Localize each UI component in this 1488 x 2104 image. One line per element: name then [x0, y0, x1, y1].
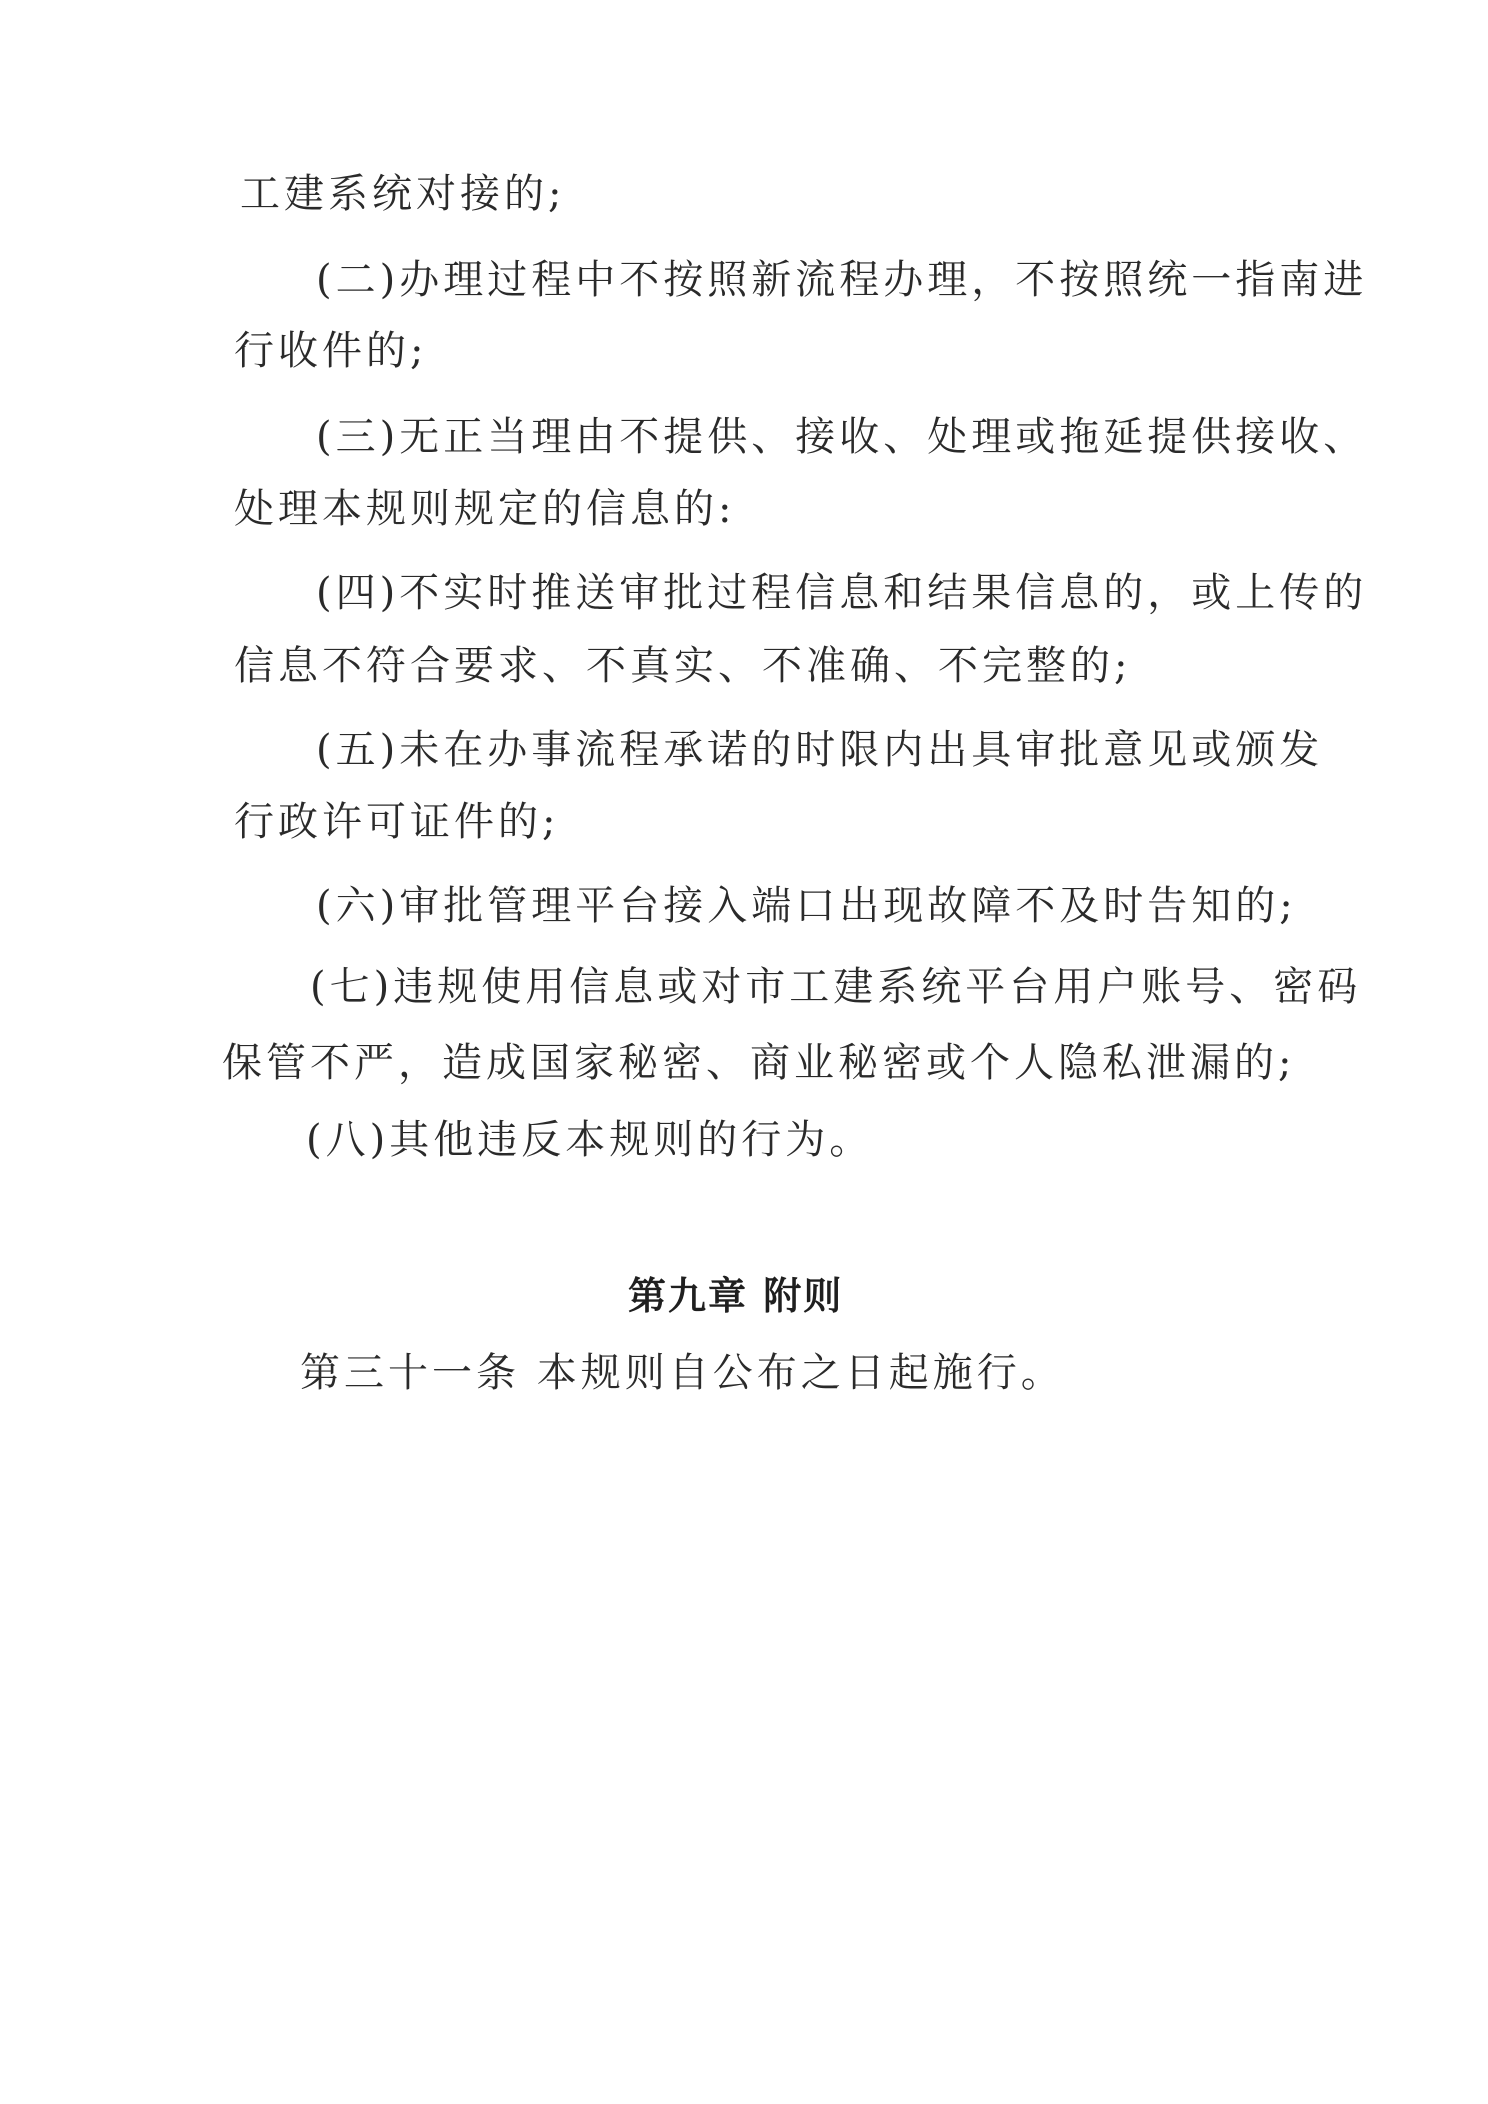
- text-line: (八)其他违反本规则的行为。: [306, 1117, 874, 1163]
- text-line: (七)违规使用信息或对市工建系统平台用户账号、密码: [310, 964, 1362, 1010]
- text-line: (三)无正当理由不提供、接收、处理或拖延提供接收、: [316, 414, 1368, 460]
- text-line: (二)办理过程中不按照新流程办理，不按照统一指南进: [316, 257, 1368, 303]
- text-line: 行收件的;: [234, 328, 428, 374]
- text-line: 保管不严，造成国家秘密、商业秘密或个人隐私泄漏的;: [222, 1040, 1296, 1086]
- text-line: (四)不实时推送审批过程信息和结果信息的，或上传的: [316, 570, 1368, 616]
- text-line: (六)审批管理平台接入端口出现故障不及时告知的;: [316, 883, 1297, 929]
- text-line: 信息不符合要求、不真实、不准确、不完整的;: [234, 643, 1132, 689]
- text-line: (五)未在办事流程承诺的时限内出具审批意见或颁发: [316, 727, 1324, 773]
- chapter-heading: 第九章 附则: [628, 1273, 844, 1318]
- article-text: 第三十一条 本规则自公布之日起施行。: [300, 1350, 1065, 1396]
- text-line: 处理本规则规定的信息的:: [234, 486, 736, 532]
- text-line: 工建系统对接的;: [240, 171, 566, 217]
- text-line: 行政许可证件的;: [234, 799, 560, 845]
